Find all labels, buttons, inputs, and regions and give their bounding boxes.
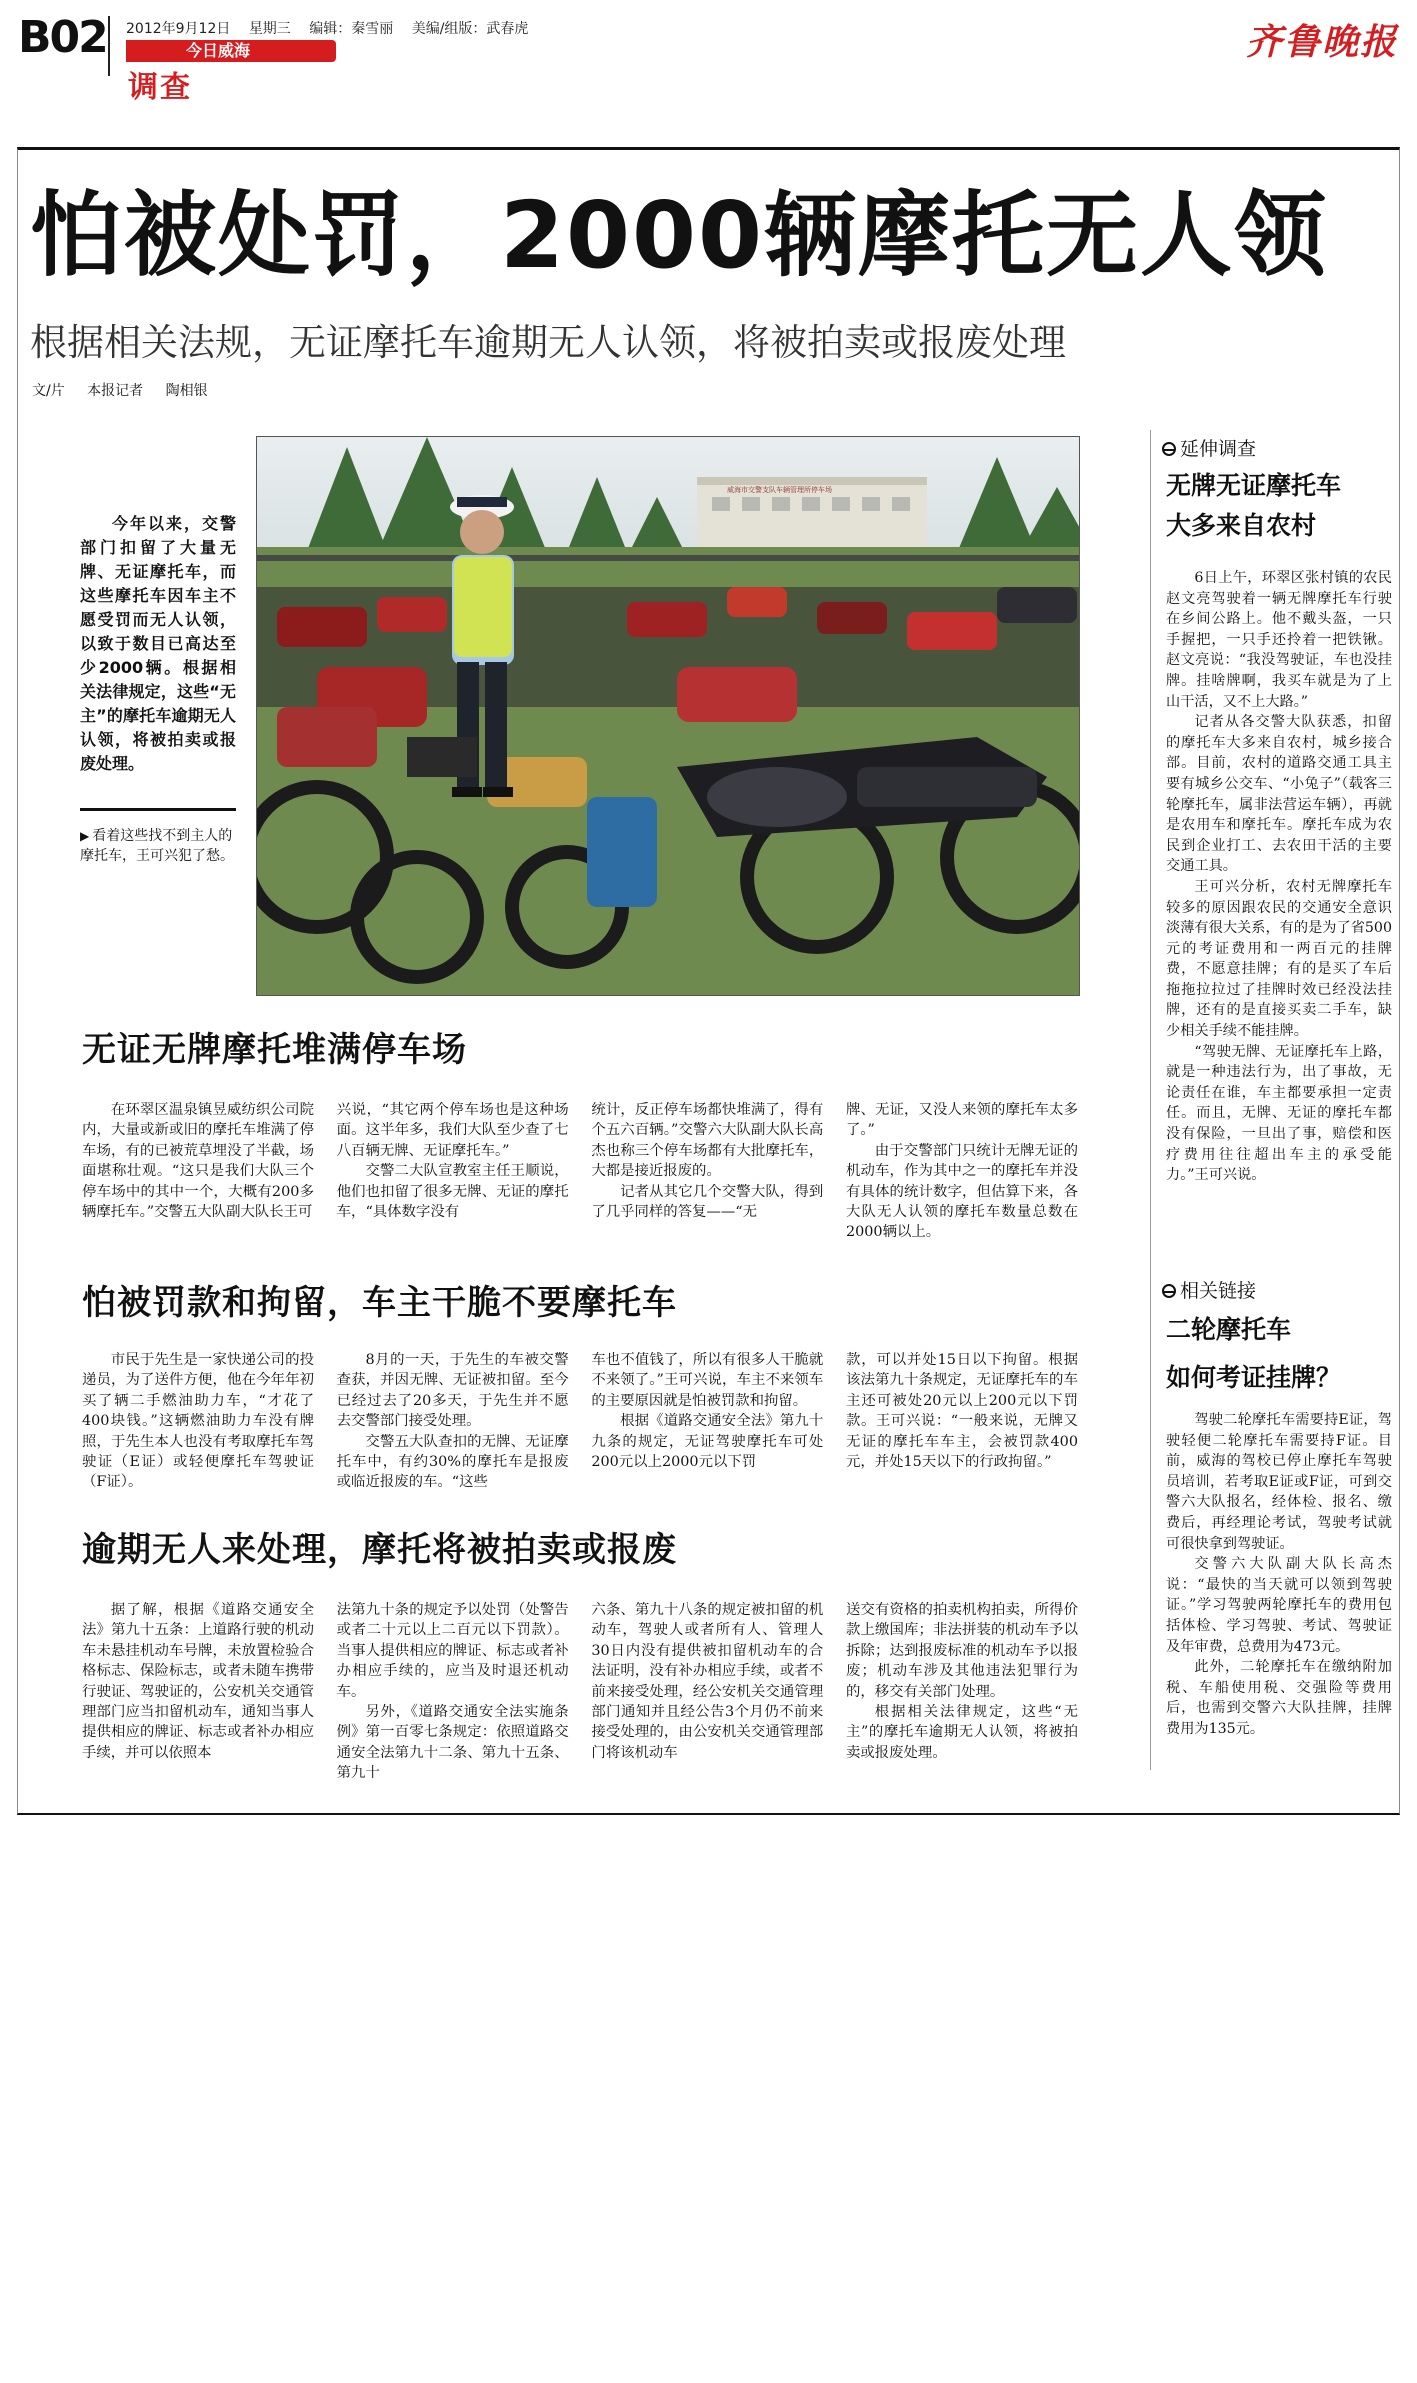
section-3-columns [82,1600,1078,1784]
sidebar-text-1: 6日上午，环翠区张村镇的农民赵文亮驾驶着一辆无牌摩托车行驶在乡间公路上。他不戴头盔，一只手握把，一只手还拎着一把铁锹。赵文亮说：“我没驾驶证，车也没挂牌。挂啥牌啊，我买车就是为了上山干活，又不上大路。” 记者从各交警大队获悉，扣留的摩托车大多来自农村，城乡接合部。目前，农村的道路交通工具主要有城乡公交车、“小兔子”（载客三轮摩托车，属非法营运车辆），再就是农用车和摩托车。摩托车成为农民到企业打工、去农田干活的主要交通工具。 王可兴分析，农村无牌摩托车较多的原因跟农民的交通安全意识淡薄有很大关系，有的是为了省500元的考证费用和一两百元的挂牌费，不愿意挂牌；有的是买了车后拖拖拉拉过了挂牌时效已经没法挂牌，还有的是直接买卖二手车，缺少相关手续不能挂牌。 “驾驶无牌、无证摩托车上路，就是一种违法行为，出了事故，无论责任在谁，车主都要承担一定责任。而且，无牌、无证的摩托车都没有保险，一旦出了事，赔偿和医疗费用往往超出车主的承受能力。”王可兴说。 [1166,570,1392,1184]
designer-credit: 美编/组版：武春虎 [411,21,529,37]
section-2-col-4: 款，可以并处15日以下拘留。根据该法第九十条规定，无证摩托车的车主还可被处20元以上200元以下罚款。王可兴说：“一般来说，无牌又无证的摩托车车主，会被罚款400元，并处15天以下的行政拘留。” [845,1352,1078,1471]
section-heading-3: 逾期无人来处理，摩托将被拍卖或报废 [82,1530,677,1570]
caption-arrow-icon: ▶ [80,829,90,843]
sidebar-label-related: 相关链接 [1162,1276,1256,1303]
sidebar-label-extended: 延伸调查 [1162,434,1256,461]
news-photo [256,436,1080,996]
section-1-col-3: 统计，反正停车场都快堆满了，得有个五六百辆。”交警六大队副大队长高杰也称三个停车场都有大批摩托车，大都是接近报废的。 记者从其它几个交警大队，得到了几乎同样的答复——“无 [591,1102,824,1221]
header-meta [126,18,542,38]
section-1-col-1: 在环翠区温泉镇昱威纺织公司院内，大量或新或旧的摩托车堆满了停车场，有的已被荒草埋没了半截，场面堪称壮观。“这只是我们大队三个停车场中的其中一个，大概有200多辆摩托车。”交警五大队副大队长王可 [82,1102,314,1221]
section-1-col-2: 兴说，“其它两个停车场也是这种场面。这半年多，我们大队至少查了七八百辆无牌、无证摩托车。” 交警二大队宣教室主任王顺说，他们也扣留了很多无牌、无证的摩托车，“具体数字没有 [336,1102,569,1221]
editor-credit: 编辑：秦雪丽 [309,21,394,37]
section-3-col-2: 法第九十条的规定予以处罚（处警告或者二十元以上二百元以下罚款）。当事人提供相应的牌证、标志或者补办相应手续的，应当及时退还机动车。 另外，《道路交通安全法实施条例》第一百零七条规定：依照道路交通安全法第九十二条、第九十五条、第九十 [336,1602,569,1782]
section-2-columns [82,1350,1078,1493]
section-heading-2: 怕被罚款和拘留，车主干脆不要摩托车 [82,1283,677,1323]
article-lead: 今年以来，交警部门扣留了大量无牌、无证摩托车，而这些摩托车因车主不愿受罚而无人认领，以致于数目已高达至少2000辆。根据相关法律规定，这些“无主”的摩托车逾期无人认领，将被拍卖或报废处理。 [80,514,236,773]
section-heading-1: 无证无牌摩托堆满停车场 [82,1030,467,1070]
issue-weekday: 星期三 [248,21,291,37]
region-badge: 今日威海 [126,40,336,62]
article-headline: 怕被处罚，2000辆摩托无人领 [30,182,1329,289]
motorcycle-lot-illustration [257,437,1080,996]
photo-sign-text: 威海市交警支队车辆管理所停车场 [727,486,832,494]
section-2-col-1: 市民于先生是一家快递公司的投递员，为了送件方便，他在今年年初买了辆二手燃油助力车，“才花了400块钱。”这辆燃油助力车没有牌照，于先生本人也没有考取摩托车驾驶证（E证）或轻便摩托车驾驶证（F证）。 [82,1352,314,1491]
byline-role: 本报记者 [87,383,144,399]
section-3-col-3: 六条、第九十八条的规定被扣留的机动车，驾驶人或者所有人、管理人30日内没有提供被扣留机动车的合法证明，没有补办相应手续，或者不前来接受处理，经公安机关交通管理部门通知并且经公告3个月仍不前来接受处理的，由公安机关交通管理部门将该机动车 [591,1602,824,1761]
photo-caption: ▶ 看着这些找不到主人的摩托车，王可兴犯了愁。 [80,828,234,864]
sidebar-text-2: 驾驶二轮摩托车需要持E证，驾驶轻便二轮摩托车需要持F证。目前，威海的驾校已停止摩托车驾驶员培训，若考取E证或F证，可到交警六大队报名，经体检、报名、缴费后，再经理论考试，驾驶考试就可很快拿到驾驶证。 交警六大队副大队长高杰说：“最快的当天就可以领到驾驶证。”学习驾驶两轮摩托车的费用包括体检、学习驾驶、考试、驾驶证及年审费，总费用为473元。 此外，二轮摩托车在缴纳附加税、车船使用税、交强险等费用后，也需到交警六大队挂牌，挂牌费用为135元。 [1166,1412,1392,1737]
bullet-icon [1162,1284,1176,1298]
article-byline [32,380,226,400]
section-1-columns [82,1100,1078,1243]
section-3-col-1: 据了解，根据《道路交通安全法》第九十五条：上道路行驶的机动车未悬挂机动车号牌，未放置检验合格标志、保险标志，或者未随车携带行驶证、驾驶证的，公安机关交通管理部门应当扣留机动车，通知当事人提供相应的牌证、标志或者补办相应手续，并可以依照本 [82,1602,314,1761]
section-title: 调查 [128,70,192,105]
byline-type: 文/片 [32,383,65,399]
page-header [18,10,1398,105]
sidebar-divider [1150,430,1151,1770]
section-1-col-4: 牌、无证，又没人来领的摩托车太多了。” 由于交警部门只统计无牌无证的机动车，作为其中之一的摩托车并没有具体的统计数字，但估算下来，各大队无人认领的摩托车数量总数在2000辆以上。 [845,1102,1078,1241]
byline-name: 陶相银 [165,383,208,399]
header-divider [108,16,110,76]
lead-divider [80,808,236,811]
section-2-col-2: 8月的一天，于先生的车被交警查获，并因无牌、无证被扣留。至今已经过去了20多天，于先生并不愿去交警部门接受处理。 交警五大队查扣的无牌、无证摩托车中，有约30%的摩托车是报废或临近报废的车。“这些 [336,1352,569,1491]
sidebar-title-2: 二轮摩托车 如何考证挂牌？ [1166,1315,1342,1392]
article-subhead: 根据相关法规，无证摩托车逾期无人认领，将被拍卖或报废处理 [30,321,1066,364]
page-number: B02 [18,12,107,63]
section-3-col-4: 送交有资格的拍卖机构拍卖，所得价款上缴国库；非法拼装的机动车予以拆除；达到报废标准的机动车予以报废；机动车涉及其他违法犯罪行为的，移交有关部门处理。 根据相关法律规定，这些“无主”的摩托车逾期无人认领，将被拍卖或报废处理。 [845,1602,1078,1761]
section-2-col-3: 车也不值钱了，所以有很多人干脆就不来领了。”王可兴说，车主不来领车的主要原因就是怕被罚款和拘留。 根据《道路交通安全法》第九十九条的规定，无证驾驶摩托车可处200元以上2000元以下罚 [591,1352,824,1471]
issue-date: 2012年9月12日 [126,21,231,37]
bullet-icon [1162,442,1176,456]
newspaper-logo: 齐鲁晚报 [1245,21,1398,63]
sidebar-title-1: 无牌无证摩托车 大多来自农村 [1166,471,1342,540]
